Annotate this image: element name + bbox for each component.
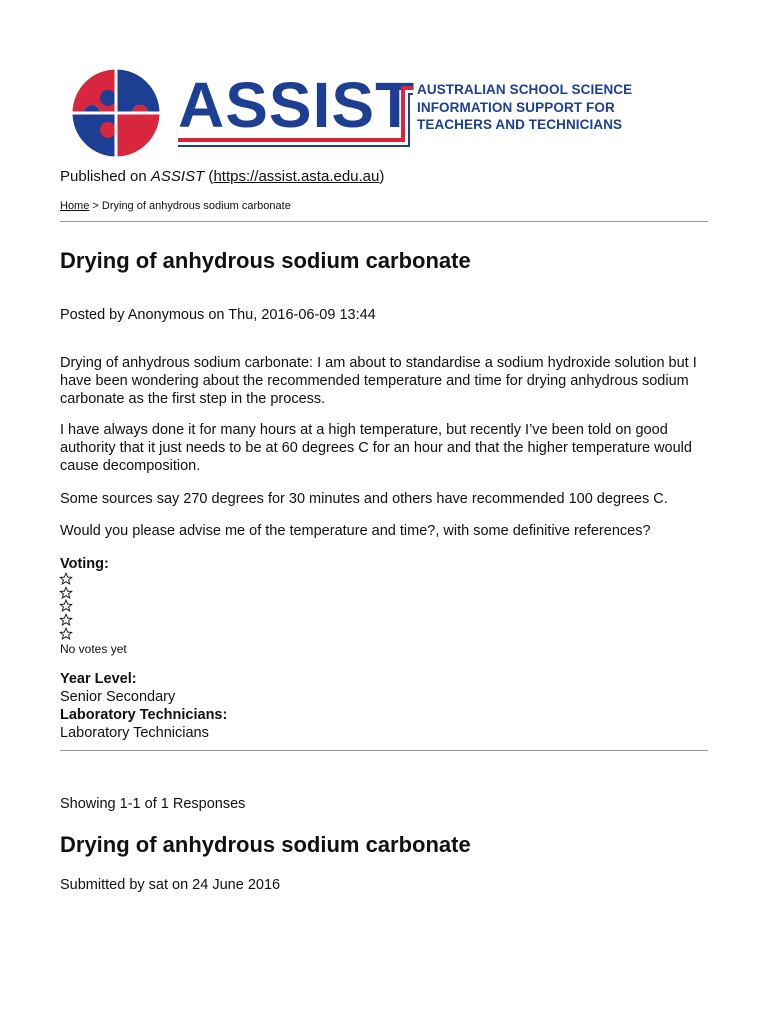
breadcrumb [60, 200, 291, 212]
divider [60, 221, 708, 222]
logo-tagline-line: INFORMATION SUPPORT FOR [417, 99, 615, 115]
published-prefix: Published on [60, 168, 151, 185]
star-icon[interactable] [59, 627, 73, 641]
post-paragraph: I have always done it for many hours at a high temperature, but recently I’ve been told on good authority that it just needs to be at 60 degrees C for an hour and that the higher temperature would cause decomposition. [60, 422, 692, 474]
site-url-link[interactable]: https://assist.asta.edu.au [213, 168, 380, 185]
logo-tagline-line: TEACHERS AND TECHNICIANS [417, 117, 623, 132]
logo-tagline [417, 81, 632, 134]
vote-status: No votes yet [60, 642, 127, 656]
responses-count: Showing 1-1 of 1 Responses [60, 796, 246, 812]
puzzle-logo-icon [70, 68, 162, 158]
breadcrumb-home-link[interactable]: Home [60, 200, 90, 212]
star-icon[interactable] [59, 613, 73, 627]
post-paragraph: Would you please advise me of the temperature and time?, with some definitive references? [60, 523, 651, 539]
breadcrumb-separator: > [89, 200, 102, 212]
post-title: Drying of anhydrous sodium carbonate [60, 248, 471, 273]
published-line [60, 168, 384, 185]
post-paragraph: Drying of anhydrous sodium carbonate: I am about to standardise a sodium hydroxide solution but I have been wondering about the recommended temperature and time for drying anhydrous sodium carbonate as the first step in the process. [60, 355, 697, 407]
rating-widget [59, 572, 75, 640]
response-submitted: Submitted by sat on 24 June 2016 [60, 877, 281, 893]
voting-label: Voting: [60, 556, 109, 572]
logo-tagline-line: AUSTRALIAN SCHOOL SCIENCE [417, 82, 633, 97]
published-close: ) [379, 168, 385, 185]
year-level-label: Year Level: [60, 671, 137, 687]
year-level-value: Senior Secondary [60, 689, 176, 705]
lab-technicians-label: Laboratory Technicians: [60, 707, 228, 723]
star-icon[interactable] [59, 599, 73, 613]
breadcrumb-current: Drying of anhydrous sodium carbonate [101, 200, 291, 212]
post-paragraph: Some sources say 270 degrees for 30 minutes and others have recommended 100 degrees C. [60, 491, 668, 507]
published-site: ASSIST [150, 168, 205, 185]
divider [60, 750, 708, 751]
star-icon[interactable] [59, 586, 73, 600]
star-icon[interactable] [59, 572, 73, 586]
logo-wordmark: ASSIST [178, 69, 416, 141]
lab-technicians-value: Laboratory Technicians [60, 725, 209, 741]
response-title: Drying of anhydrous sodium carbonate [60, 832, 471, 857]
published-open: ( [204, 168, 214, 185]
site-logo[interactable] [70, 68, 650, 158]
post-meta: Posted by Anonymous on Thu, 2016-06-09 13:44 [60, 307, 376, 323]
